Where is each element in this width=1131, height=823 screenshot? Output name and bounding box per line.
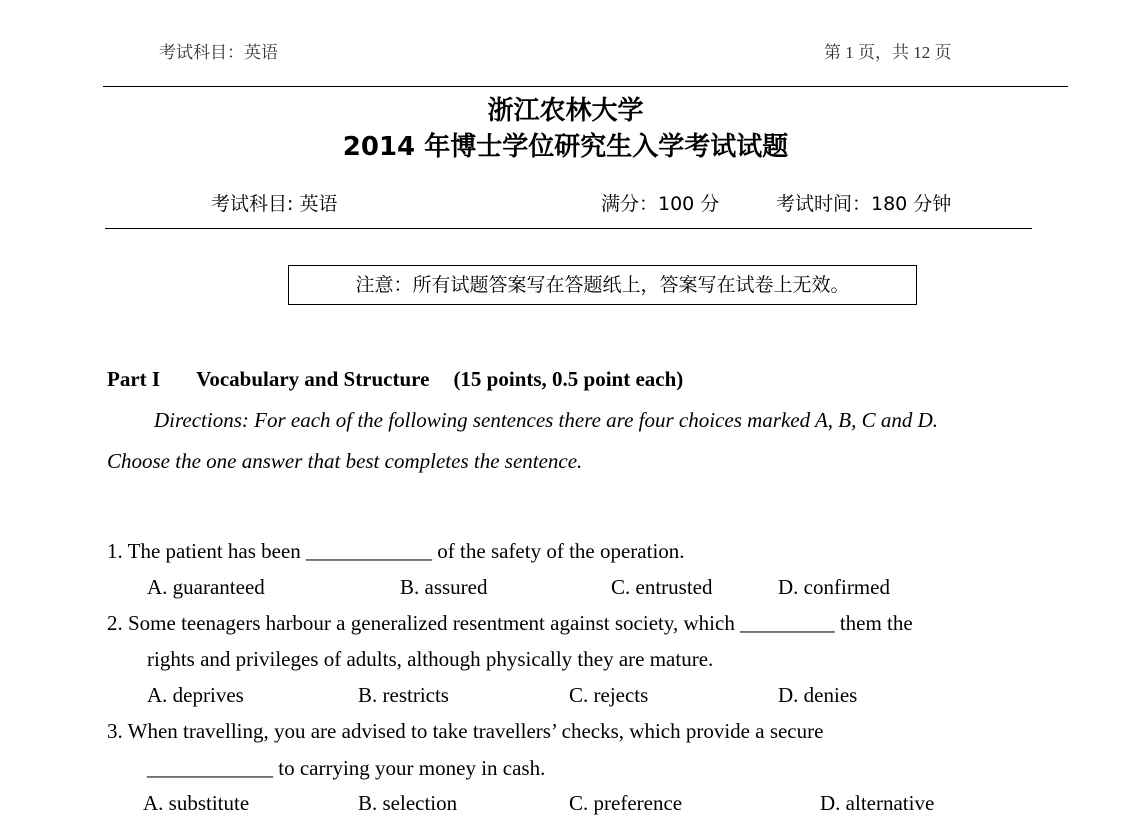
directions-line-1: Directions: For each of the following sentences there are four choices marked A, B, C and D. <box>154 408 939 432</box>
part-label: Part I <box>107 367 161 391</box>
question-2-stem-line-2: rights and privileges of adults, although physically they are mature. <box>147 647 714 671</box>
directions-line-2: Choose the one answer that best completes the sentence. <box>107 449 583 473</box>
header-rule <box>103 86 1068 87</box>
header-page-number: 第 1 页，共 12 页 <box>824 43 952 62</box>
question-3-stem-line-1: 3. When travelling, you are advised to take travellers’ checks, which provide a secure <box>107 719 824 743</box>
info-score: 满分：100 分 <box>601 193 720 215</box>
info-subject: 考试科目: 英语 <box>211 193 338 215</box>
part-heading <box>107 367 683 392</box>
notice-box: 注意：所有试题答案写在答题纸上，答案写在试卷上无效。 <box>288 265 917 305</box>
header-subject: 考试科目：英语 <box>159 43 278 62</box>
exam-title: 2014 年博士学位研究生入学考试试题 <box>342 132 789 162</box>
question-3-option-d: D. alternative <box>820 791 935 815</box>
university-title: 浙江农林大学 <box>487 96 644 126</box>
question-2-option-b: B. restricts <box>358 683 449 707</box>
question-2-stem-line-1: 2. Some teenagers harbour a generalized resentment against society, which _________ them the <box>107 611 913 635</box>
part-points: (15 points, 0.5 point each) <box>453 367 684 391</box>
question-3-stem-line-2: ____________ to carrying your money in cash. <box>147 756 546 780</box>
question-3-option-b: B. selection <box>358 791 458 815</box>
question-1-option-d: D. confirmed <box>778 575 890 599</box>
question-1-stem: 1. The patient has been ____________ of the safety of the operation. <box>107 539 685 563</box>
part-name: Vocabulary and Structure <box>196 367 430 391</box>
info-time: 考试时间：180 分钟 <box>776 193 952 215</box>
question-1-option-a: A. guaranteed <box>147 575 265 599</box>
question-2-option-d: D. denies <box>778 683 858 707</box>
question-2-option-c: C. rejects <box>569 683 649 707</box>
question-2-option-a: A. deprives <box>147 683 244 707</box>
question-3-option-c: C. preference <box>569 791 683 815</box>
info-rule <box>105 228 1032 229</box>
question-1-option-c: C. entrusted <box>611 575 713 599</box>
question-1-option-b: B. assured <box>400 575 488 599</box>
question-3-option-a: A. substitute <box>143 791 250 815</box>
